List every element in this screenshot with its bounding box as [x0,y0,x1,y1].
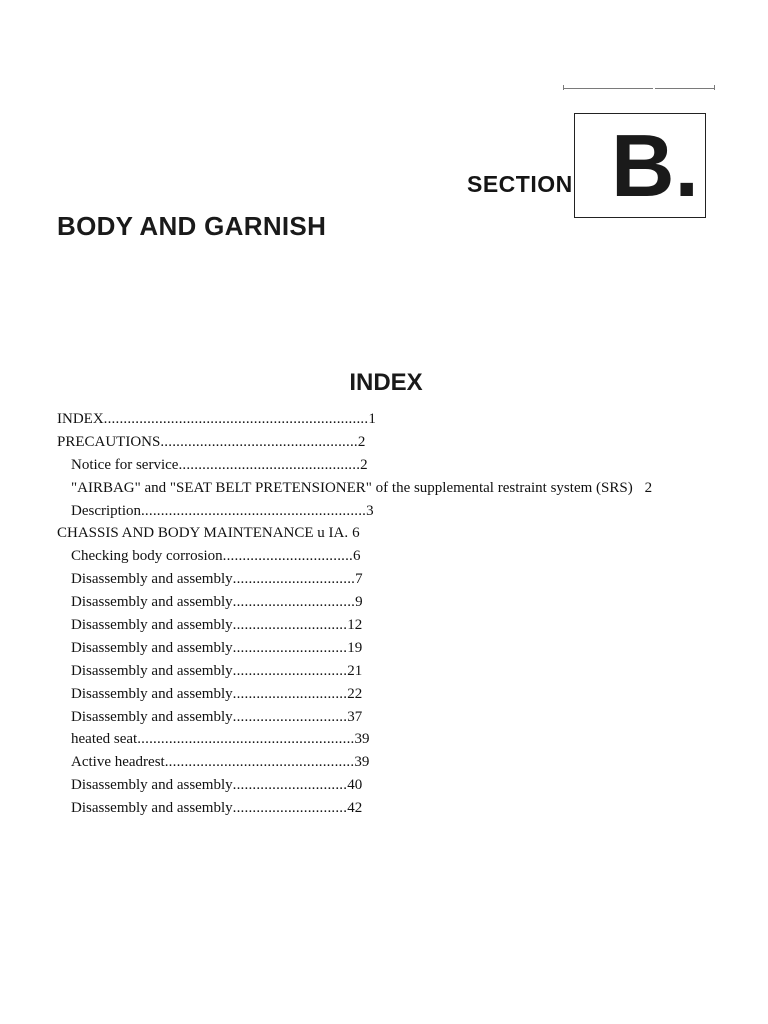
toc-entry[interactable] [57,774,737,797]
toc-entry-leader: ............................. [232,662,348,679]
section-label: SECTION [467,171,573,197]
toc-entry-label: PRECAUTIONS [57,433,161,450]
toc-entry[interactable] [57,797,737,820]
toc-entry-page: 2 [357,433,366,450]
toc-entry[interactable] [57,408,737,431]
toc-entry-label: Notice for service [71,456,179,473]
toc-entry[interactable] [57,660,737,683]
toc-entry-leader: ............................... [232,594,356,611]
toc-entry[interactable] [57,477,737,500]
toc-entry-label: Checking body corrosion [71,548,223,565]
toc-entry[interactable] [57,545,737,568]
toc-entry[interactable] [57,751,737,774]
toc-entry-label: Disassembly and assembly [71,639,233,656]
toc-entry-label: Disassembly and assembly [71,594,233,611]
toc-entry[interactable] [57,591,737,614]
toc-entry-label: Disassembly and assembly [71,777,233,794]
toc-entry-page: 19 [347,639,363,656]
toc-entry-leader: ............................... [232,571,356,588]
toc-entry-label: INDEX [57,411,104,427]
toc-entry[interactable] [57,500,737,523]
toc-entry-label: Disassembly and assembly [71,571,233,588]
toc-entry-page: 2 [360,456,368,473]
toc-entry-page: 12 [347,617,363,634]
header-rule-gap [653,88,655,89]
toc-entry-page: 21 [347,662,363,679]
table-of-contents [57,408,737,820]
toc-entry-page: 6 [352,525,360,542]
toc-entry-page: 7 [355,571,363,588]
toc-entry-label: Disassembly and assembly [71,685,233,702]
toc-entry-leader: .............................................. [178,456,361,473]
toc-entry[interactable] [57,522,737,545]
toc-entry-label: CHASSIS AND BODY MAINTENANCE u IA. [57,525,349,542]
toc-entry-leader [633,480,645,496]
section-letter: B. [611,116,699,215]
toc-entry-page: 37 [347,708,363,725]
toc-entry-leader: ............................. [232,685,348,702]
toc-entry-leader: ....................................................... [137,731,355,748]
toc-entry-leader: ............................. [232,777,348,794]
toc-entry-label: Disassembly and assembly [71,800,233,817]
toc-entry-page: 1 [368,411,376,427]
toc-entry-page: 39 [354,754,370,771]
toc-entry-label: heated seat [71,731,138,748]
toc-entry-page: 39 [354,731,370,748]
document-title: BODY AND GARNISH [57,211,327,241]
toc-entry-label: Description [71,502,141,519]
toc-entry-page: 2 [644,479,653,496]
toc-entry-page: 6 [353,548,361,565]
toc-entry-page: 3 [366,502,374,519]
toc-entry[interactable] [57,568,737,591]
toc-entry-page: 42 [347,800,363,817]
section-letter-box [574,113,706,218]
toc-entry-leader: ......................................................... [140,502,367,519]
toc-entry-leader: ............................. [232,708,348,725]
toc-entry[interactable] [57,431,737,454]
toc-entry-leader: ............................. [232,800,348,817]
toc-entry[interactable] [57,728,737,751]
toc-entry-label: Disassembly and assembly [71,617,233,634]
toc-entry-leader: ............................. [232,617,348,634]
toc-entry[interactable] [57,614,737,637]
header-rule [563,88,715,89]
toc-entry-leader: ................................................ [164,754,355,771]
index-heading: INDEX [349,369,423,396]
toc-entry-label: Disassembly and assembly [71,662,233,679]
toc-entry[interactable] [57,706,737,729]
toc-entry-page: 9 [355,594,363,611]
toc-entry[interactable] [57,454,737,477]
toc-entry-label: "AIRBAG" and "SEAT BELT PRETENSIONER" of the supplemental restraint system (SRS) [71,479,633,496]
toc-entry-label: Disassembly and assembly [71,708,233,725]
toc-entry-label: Active headrest [71,754,165,771]
toc-entry-page: 22 [347,685,363,702]
toc-entry-leader: ................................. [222,548,353,565]
toc-entry-leader: ............................. [232,639,348,656]
toc-entry-leader: .................................................. [160,433,358,450]
toc-entry-leader: ................................................................... [103,411,369,427]
toc-entry-page: 40 [347,777,363,794]
toc-entry[interactable] [57,683,737,706]
toc-entry[interactable] [57,637,737,660]
